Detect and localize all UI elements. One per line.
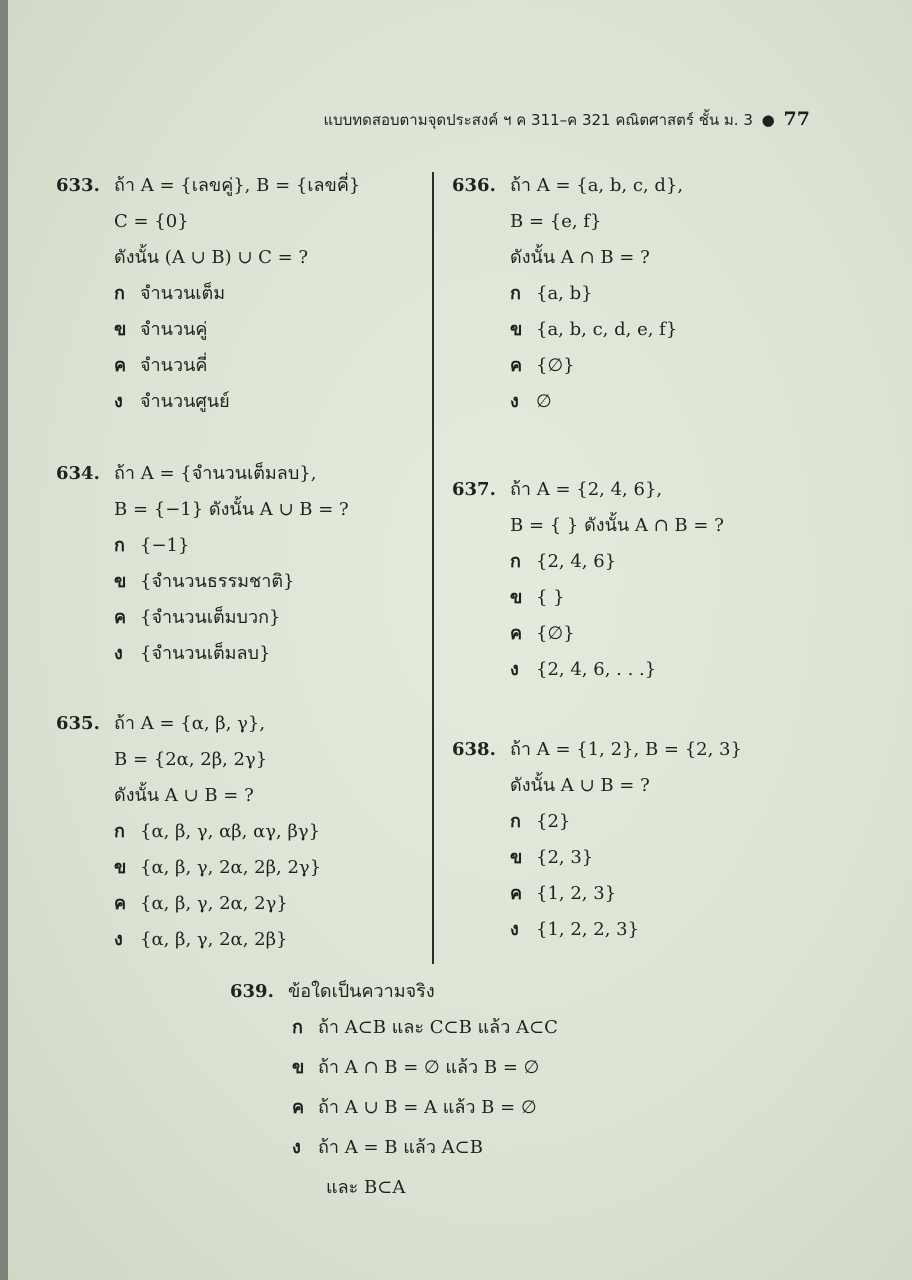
choice-text: {α, β, γ, 2α, 2β} bbox=[140, 929, 288, 950]
page-number: 77 bbox=[783, 108, 810, 130]
choice-text: { } bbox=[536, 587, 565, 608]
choice-text: จำนวนศูนย์ bbox=[140, 391, 230, 412]
choice-a bbox=[452, 276, 683, 312]
choice-c bbox=[452, 876, 742, 912]
choice-text: {∅} bbox=[536, 355, 575, 376]
choice-letter: ค bbox=[114, 607, 127, 628]
question-633 bbox=[56, 168, 360, 420]
choice-text: ถ้า A = B แล้ว A⊂B bbox=[318, 1137, 483, 1158]
choice-d bbox=[56, 636, 349, 672]
choice-text: {จำนวนเต็มบวก} bbox=[140, 607, 281, 628]
choice-letter: ข bbox=[510, 587, 523, 608]
question-stem-line: ดังนั้น (A ∪ B) ∪ C = ? bbox=[114, 247, 309, 268]
question-638 bbox=[452, 732, 742, 948]
question-stem-line: ดังนั้น A ∩ B = ? bbox=[510, 247, 650, 268]
question-number: 636. bbox=[452, 175, 496, 196]
choice-letter: ก bbox=[114, 821, 125, 842]
header-title: แบบทดสอบตามจุดประสงค์ ฯ ค 311–ค 321 คณิตศาสตร์ ชั้น ม. 3 bbox=[323, 111, 753, 129]
choice-letter: ก bbox=[510, 283, 521, 304]
choice-text: จำนวนคู่ bbox=[140, 319, 208, 340]
choice-b bbox=[56, 850, 321, 886]
choice-text: {∅} bbox=[536, 623, 575, 644]
question-stem-line: B = {e, f} bbox=[510, 211, 602, 232]
choice-letter: ง bbox=[292, 1137, 301, 1158]
choice-d bbox=[56, 384, 360, 420]
question-stem-line: ดังนั้น A ∪ B = ? bbox=[510, 775, 650, 796]
choice-letter: ค bbox=[114, 893, 127, 914]
choice-text: {α, β, γ, 2α, 2γ} bbox=[140, 893, 288, 914]
choice-c bbox=[452, 616, 724, 652]
choice-letter: ง bbox=[114, 391, 123, 412]
choice-c bbox=[230, 1090, 558, 1126]
question-stem-line: ถ้า A = {α, β, γ}, bbox=[114, 713, 266, 734]
choice-text: {2, 4, 6} bbox=[536, 551, 617, 572]
choice-letter: ง bbox=[510, 659, 519, 680]
choice-letter: ง bbox=[114, 643, 123, 664]
choice-text: {2, 3} bbox=[536, 847, 594, 868]
choice-b bbox=[56, 564, 349, 600]
choice-text: {1, 2, 2, 3} bbox=[536, 919, 640, 940]
choice-c bbox=[56, 348, 360, 384]
choice-text: ∅ bbox=[536, 391, 552, 412]
question-stem-line: C = {0} bbox=[114, 211, 189, 232]
choice-letter: ข bbox=[114, 319, 127, 340]
choice-a bbox=[452, 804, 742, 840]
question-639 bbox=[230, 974, 558, 1206]
question-number: 633. bbox=[56, 175, 100, 196]
question-634 bbox=[56, 456, 349, 672]
choice-b bbox=[452, 840, 742, 876]
question-stem-line: ถ้า A = {a, b, c, d}, bbox=[510, 175, 684, 196]
choice-d bbox=[230, 1130, 558, 1166]
question-stem-line: B = {−1} ดังนั้น A ∪ B = ? bbox=[114, 499, 349, 520]
choice-a bbox=[56, 276, 360, 312]
choice-text: จำนวนเต็ม bbox=[140, 283, 226, 304]
choice-b bbox=[230, 1050, 558, 1086]
question-stem-line: ถ้า A = {2, 4, 6}, bbox=[510, 479, 663, 500]
choice-letter: ค bbox=[114, 355, 127, 376]
question-number: 634. bbox=[56, 463, 100, 484]
choice-letter: ก bbox=[292, 1017, 303, 1038]
choice-letter: ง bbox=[510, 919, 519, 940]
choice-d bbox=[452, 384, 683, 420]
choice-text: ถ้า A ∪ B = A แล้ว B = ∅ bbox=[318, 1097, 537, 1118]
choice-letter: ข bbox=[510, 847, 523, 868]
choice-letter: ง bbox=[510, 391, 519, 412]
question-stem-line: ถ้า A = {จำนวนเต็มลบ}, bbox=[114, 463, 317, 484]
question-number: 637. bbox=[452, 479, 496, 500]
choice-letter: ข bbox=[114, 857, 127, 878]
question-635 bbox=[56, 706, 321, 958]
choice-text: {a, b} bbox=[536, 283, 593, 304]
question-636 bbox=[452, 168, 683, 420]
choice-text: ถ้า A⊂B และ C⊂B แล้ว A⊂C bbox=[318, 1017, 558, 1038]
choice-text: {จำนวนเต็มลบ} bbox=[140, 643, 271, 664]
choice-letter: ก bbox=[510, 551, 521, 572]
choice-letter: ก bbox=[114, 283, 125, 304]
choice-text: {α, β, γ, αβ, αγ, βγ} bbox=[140, 821, 321, 842]
choice-d bbox=[56, 922, 321, 958]
choice-c bbox=[56, 886, 321, 922]
question-stem-line: ถ้า A = {เลขคู่}, B = {เลขคี่} bbox=[114, 175, 361, 196]
choice-text: ถ้า A ∩ B = ∅ แล้ว B = ∅ bbox=[318, 1057, 540, 1078]
choice-text: {α, β, γ, 2α, 2β, 2γ} bbox=[140, 857, 322, 878]
question-stem-line: ถ้า A = {1, 2}, B = {2, 3} bbox=[510, 739, 742, 760]
choice-c bbox=[56, 600, 349, 636]
choice-letter: ข bbox=[292, 1057, 305, 1078]
choice-letter: ก bbox=[510, 811, 521, 832]
choice-a bbox=[56, 528, 349, 564]
choice-a bbox=[452, 544, 724, 580]
page-header bbox=[300, 108, 810, 132]
choice-letter: ค bbox=[510, 355, 523, 376]
question-stem-line: B = {2α, 2β, 2γ} bbox=[114, 749, 268, 770]
choice-d bbox=[452, 652, 724, 688]
question-number: 635. bbox=[56, 713, 100, 734]
question-stem-line: ข้อใดเป็นความจริง bbox=[288, 981, 435, 1002]
choice-text: {จำนวนธรรมชาติ} bbox=[140, 571, 295, 592]
column-divider bbox=[432, 172, 434, 964]
choice-letter: ง bbox=[114, 929, 123, 950]
choice-text: {2, 4, 6, . . .} bbox=[536, 659, 657, 680]
choice-letter: ข bbox=[114, 571, 127, 592]
choice-a bbox=[56, 814, 321, 850]
choice-text: {a, b, c, d, e, f} bbox=[536, 319, 678, 340]
choice-b bbox=[452, 312, 683, 348]
question-stem-line: ดังนั้น A ∪ B = ? bbox=[114, 785, 254, 806]
choice-text: {2} bbox=[536, 811, 571, 832]
question-number: 639. bbox=[230, 981, 274, 1002]
question-number: 638. bbox=[452, 739, 496, 760]
choice-b bbox=[452, 580, 724, 616]
question-637 bbox=[452, 472, 724, 688]
choice-d-continuation: และ B⊂A bbox=[326, 1177, 406, 1198]
choice-letter: ค bbox=[292, 1097, 305, 1118]
choice-letter: ข bbox=[510, 319, 523, 340]
choice-text: {−1} bbox=[140, 535, 190, 556]
choice-b bbox=[56, 312, 360, 348]
bullet-icon: ● bbox=[761, 111, 775, 129]
choice-text: จำนวนคี่ bbox=[140, 355, 208, 376]
page-edge-shadow bbox=[0, 0, 8, 1280]
choice-d bbox=[452, 912, 742, 948]
choice-letter: ก bbox=[114, 535, 125, 556]
choice-text: {1, 2, 3} bbox=[536, 883, 617, 904]
question-stem-line: B = { } ดังนั้น A ∩ B = ? bbox=[510, 515, 724, 536]
choice-a bbox=[230, 1010, 558, 1046]
choice-letter: ค bbox=[510, 623, 523, 644]
choice-c bbox=[452, 348, 683, 384]
choice-letter: ค bbox=[510, 883, 523, 904]
